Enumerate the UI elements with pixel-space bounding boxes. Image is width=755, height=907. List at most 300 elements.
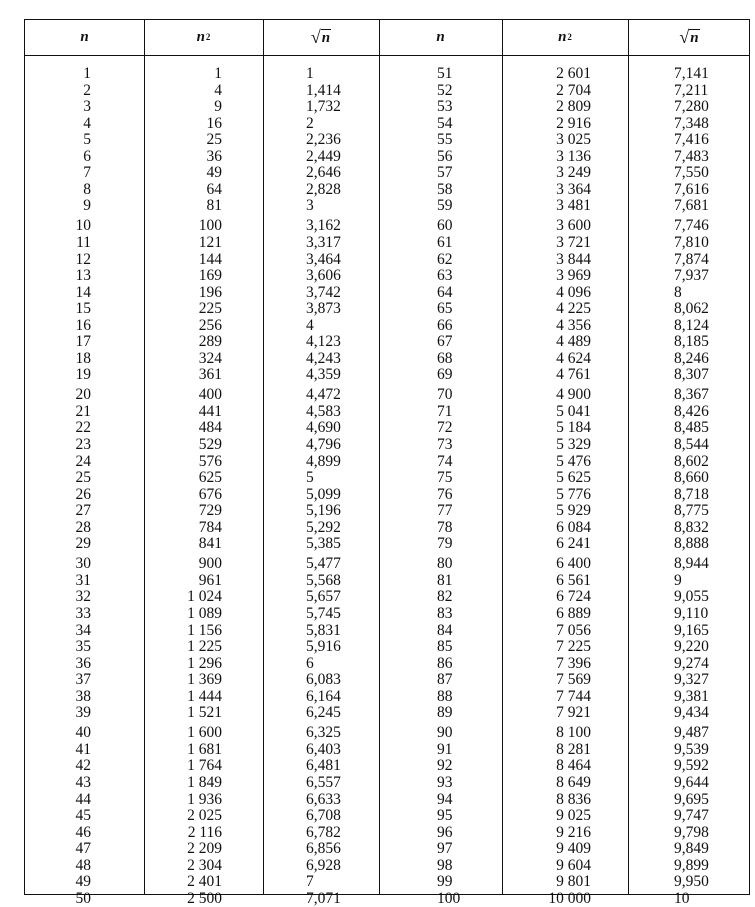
table-cell: 25: [75, 469, 91, 487]
table-cell: 7,874: [674, 250, 709, 268]
table-cell: 121: [198, 233, 222, 251]
table-cell: 9,381: [674, 687, 709, 705]
table-cell: 89: [437, 704, 453, 722]
table-cell: 81: [206, 197, 222, 215]
table-cell: 39: [75, 704, 91, 722]
table-cell: 9,110: [674, 605, 709, 622]
table-cell: 59: [437, 197, 453, 215]
table-cell: 1 521: [187, 704, 222, 722]
table-cell: 2 916: [556, 114, 591, 132]
table-cell: 529: [198, 436, 222, 454]
table-cell: 64: [437, 283, 453, 301]
table-cell: 9,487: [674, 724, 709, 742]
table-cell: 41: [75, 740, 91, 758]
table-cell: 7,483: [674, 147, 709, 165]
table-cell: 8,485: [674, 419, 709, 437]
table-cell: 7,348: [674, 114, 709, 132]
table-cell: 7,550: [674, 164, 709, 182]
table-cell: 8,832: [674, 518, 709, 536]
table-cell: 441: [198, 402, 222, 420]
table-cell: 95: [437, 807, 453, 825]
table-cell: 81: [437, 571, 453, 589]
table-cell: 6,782: [306, 823, 341, 841]
table-cell: 19: [75, 366, 91, 384]
table-cell: 576: [198, 452, 222, 470]
table-cell: 5,745: [306, 605, 341, 622]
table-cell: 2,449: [306, 147, 341, 165]
table-cell: 256: [198, 316, 222, 334]
table-cell: 28: [75, 518, 91, 536]
table-cell: 3 481: [556, 197, 591, 215]
table-cell: 6,708: [306, 807, 341, 825]
table-cell: 1 156: [187, 621, 222, 639]
table-cell: 3,606: [306, 267, 341, 285]
table-cell: 9,220: [674, 638, 709, 656]
table-cell: 324: [198, 349, 222, 367]
table-cell: 7,746: [674, 217, 709, 235]
table-cell: 3 136: [556, 147, 591, 165]
table-cell: 961: [198, 571, 222, 589]
table-cell: 9,849: [674, 840, 709, 858]
table-cell: 169: [198, 267, 222, 285]
table-cell: 21: [75, 402, 91, 420]
table-cell: 51: [437, 65, 453, 82]
column-n-right: [437, 66, 497, 907]
table-cell: 6,325: [306, 724, 341, 742]
table-cell: 5: [306, 469, 314, 487]
table-cell: 3,464: [306, 250, 341, 268]
table-cell: 9,644: [674, 773, 709, 791]
table-cell: 4: [83, 114, 91, 132]
table-cell: 73: [437, 436, 453, 454]
table-cell: 289: [198, 333, 222, 351]
table-cell: 47: [75, 840, 91, 858]
table-cell: 91: [437, 740, 453, 758]
header-n-squared-right: n $^2$: [558, 29, 572, 45]
table-cell: 8,775: [674, 502, 709, 520]
table-cell: 3 025: [556, 131, 591, 149]
table-cell: 16: [206, 114, 222, 132]
table-cell: 9 409: [556, 840, 591, 858]
header-sqrt-right: √ n: [679, 27, 699, 47]
table-cell: 6 724: [556, 588, 591, 606]
table-cell: 8 649: [556, 773, 591, 791]
table-cell: 6,164: [306, 687, 341, 705]
table-cell: 1 936: [187, 790, 222, 808]
table-cell: 1,732: [306, 98, 341, 116]
table-cell: 841: [198, 535, 222, 553]
table-cell: 3,162: [306, 217, 341, 235]
table-cell: 9,055: [674, 588, 709, 606]
table-cell: 64: [206, 180, 222, 198]
table-cell: 85: [437, 638, 453, 656]
table-cell: 10 000: [548, 889, 591, 907]
table-cell: 6 561: [556, 571, 591, 589]
table-cell: 66: [437, 316, 453, 334]
table-cell: 2 601: [556, 65, 591, 82]
table-cell: 8,544: [674, 436, 709, 454]
table-cell: 16: [75, 316, 91, 334]
table-cell: 68: [437, 349, 453, 367]
table-cell: 80: [437, 555, 453, 573]
table-cell: 8 281: [556, 740, 591, 758]
table-cell: 7 396: [556, 654, 591, 672]
table-cell: 32: [75, 588, 91, 606]
table-cell: 9,950: [674, 873, 709, 891]
table-cell: 8,307: [674, 366, 709, 384]
table-cell: 9,592: [674, 757, 709, 775]
table-cell: 3 721: [556, 233, 591, 251]
table-cell: 1 024: [187, 588, 222, 606]
table-cell: 900: [198, 555, 222, 573]
table-cell: 6 400: [556, 555, 591, 573]
header-rule: [25, 55, 749, 56]
table-cell: 2 116: [187, 823, 222, 841]
table-cell: 9,798: [674, 823, 709, 841]
table-cell: 9 216: [556, 823, 591, 841]
table-cell: 2,236: [306, 131, 341, 149]
table-cell: 82: [437, 588, 453, 606]
table-cell: 7: [306, 873, 314, 891]
table-cell: 23: [75, 436, 91, 454]
squares-roots-table: [24, 19, 750, 907]
table-cell: 1,414: [306, 81, 341, 99]
table-cell: 40: [75, 724, 91, 742]
column-sqrt-left: [306, 66, 376, 907]
table-cell: 69: [437, 366, 453, 384]
table-cell: 77: [437, 502, 453, 520]
table-cell: 1 369: [187, 671, 222, 689]
table-cell: 1 296: [187, 654, 222, 672]
table-cell: 97: [437, 840, 453, 858]
table-cell: 10: [75, 217, 91, 235]
table-cell: 6 241: [556, 535, 591, 553]
table-cell: 9 801: [556, 873, 591, 891]
table-cell: 61: [437, 233, 453, 251]
table-cell: 7,681: [674, 197, 709, 215]
table-cell: 2,828: [306, 180, 341, 198]
table-cell: 4,583: [306, 402, 341, 420]
column-sqrt-right: [674, 66, 744, 907]
table-cell: 4,359: [306, 366, 341, 384]
table-cell: 1 089: [187, 605, 222, 622]
table-cell: 8: [674, 283, 682, 301]
table-cell: 8,944: [674, 555, 709, 573]
table-cell: 2 704: [556, 81, 591, 99]
table-cell: 9,539: [674, 740, 709, 758]
header-n-left: n: [80, 29, 89, 45]
table-cell: 3 249: [556, 164, 591, 182]
table-cell: 8,246: [674, 349, 709, 367]
table-cell: 8,888: [674, 535, 709, 553]
table-cell: 20: [75, 386, 91, 404]
table-cell: 4,243: [306, 349, 341, 367]
table-cell: 60: [437, 217, 453, 235]
table-cell: 7,280: [674, 98, 709, 116]
table-cell: 34: [75, 621, 91, 639]
table-cell: 98: [437, 856, 453, 874]
table-cell: 784: [198, 518, 222, 536]
table-cell: 43: [75, 773, 91, 791]
table-cell: 4,899: [306, 452, 341, 470]
table-cell: 7,141: [674, 65, 709, 82]
table-cell: 196: [198, 283, 222, 301]
table-cell: 55: [437, 131, 453, 149]
table-cell: 1 444: [187, 687, 222, 705]
table-cell: 2,646: [306, 164, 341, 182]
table-cell: 27: [75, 502, 91, 520]
table-cell: 15: [75, 300, 91, 318]
table-cell: 31: [75, 571, 91, 589]
table-cell: 86: [437, 654, 453, 672]
table-cell: 3 969: [556, 267, 591, 285]
table-cell: 4: [306, 316, 314, 334]
table-cell: 7 225: [556, 638, 591, 656]
table-cell: 7 569: [556, 671, 591, 689]
table-cell: 83: [437, 605, 453, 622]
table-cell: 88: [437, 687, 453, 705]
table-cell: 8,185: [674, 333, 709, 351]
table-cell: 22: [75, 419, 91, 437]
table-cell: 57: [437, 164, 453, 182]
table-cell: 58: [437, 180, 453, 198]
table-cell: 5,831: [306, 621, 341, 639]
table-cell: 26: [75, 485, 91, 503]
table-cell: 1 764: [187, 757, 222, 775]
table-cell: 84: [437, 621, 453, 639]
table-cell: 5 625: [556, 469, 591, 487]
table-cell: 71: [437, 402, 453, 420]
table-cell: 50: [75, 889, 91, 907]
table-cell: 8 464: [556, 757, 591, 775]
header-n-squared-left: n $^2$: [196, 29, 211, 45]
table-cell: 100: [198, 217, 222, 235]
column-divider: [263, 20, 264, 894]
table-cell: 4 489: [556, 333, 591, 351]
table-cell: 6,403: [306, 740, 341, 758]
table-cell: 1: [214, 65, 222, 82]
table-cell: 37: [75, 671, 91, 689]
table-cell: 4,123: [306, 333, 341, 351]
table-cell: 42: [75, 757, 91, 775]
table-cell: 76: [437, 485, 453, 503]
table-cell: 3 364: [556, 180, 591, 198]
table-cell: 7,416: [674, 131, 709, 149]
table-cell: 676: [198, 485, 222, 503]
table-cell: 625: [198, 469, 222, 487]
table-cell: 9,899: [674, 856, 709, 874]
table-cell: 96: [437, 823, 453, 841]
table-cell: 9,274: [674, 654, 709, 672]
table-cell: 6,083: [306, 671, 341, 689]
table-cell: 9: [214, 98, 222, 116]
table-cell: 1 600: [187, 724, 222, 742]
table-cell: 400: [198, 386, 222, 404]
table-cell: 99: [437, 873, 453, 891]
table-cell: 52: [437, 81, 453, 99]
table-cell: 36: [206, 147, 222, 165]
table-cell: 9: [83, 197, 91, 215]
table-cell: 2 500: [187, 889, 222, 907]
table-cell: 1 225: [187, 638, 222, 656]
table-cell: 5,099: [306, 485, 341, 503]
table-cell: 6: [306, 654, 314, 672]
table-cell: 3,873: [306, 300, 341, 318]
table-cell: 4,796: [306, 436, 341, 454]
table-cell: 65: [437, 300, 453, 318]
table-cell: 74: [437, 452, 453, 470]
table-cell: 7 921: [556, 704, 591, 722]
table-cell: 5,568: [306, 571, 341, 589]
table-cell: 7,211: [674, 81, 709, 99]
table-cell: 25: [206, 131, 222, 149]
table-cell: 5,385: [306, 535, 341, 553]
table-cell: 9,434: [674, 704, 709, 722]
table-cell: 62: [437, 250, 453, 268]
table-cell: 35: [75, 638, 91, 656]
table-cell: 36: [75, 654, 91, 672]
table-cell: 3 844: [556, 250, 591, 268]
table-cell: 5 476: [556, 452, 591, 470]
table-cell: 8 836: [556, 790, 591, 808]
table-cell: 4 624: [556, 349, 591, 367]
table-cell: 4,690: [306, 419, 341, 437]
table-cell: 100: [437, 889, 461, 907]
table-cell: 1: [83, 65, 91, 82]
table-cell: 9: [674, 571, 682, 589]
header-n-right: n: [436, 29, 445, 45]
table-cell: 9,695: [674, 790, 709, 808]
table-cell: 13: [75, 267, 91, 285]
table-cell: 18: [75, 349, 91, 367]
table-cell: 3,742: [306, 283, 341, 301]
table-cell: 9 604: [556, 856, 591, 874]
table-cell: 8,367: [674, 386, 709, 404]
table-cell: 75: [437, 469, 453, 487]
table-cell: 8,602: [674, 452, 709, 470]
table-cell: 361: [198, 366, 222, 384]
column-n-left: [25, 66, 91, 907]
table-cell: 2 304: [187, 856, 222, 874]
table-cell: 94: [437, 790, 453, 808]
table-cell: 144: [198, 250, 222, 268]
table-cell: 3 600: [556, 217, 591, 235]
table-cell: 33: [75, 605, 91, 622]
table-cell: 8,718: [674, 485, 709, 503]
table-cell: 6,928: [306, 856, 341, 874]
table-cell: 7 744: [556, 687, 591, 705]
table-cell: 5,477: [306, 555, 341, 573]
table-cell: 10: [674, 889, 690, 907]
column-n-squared-right: [502, 66, 591, 907]
table-cell: 7,810: [674, 233, 709, 251]
table-cell: 5 041: [556, 402, 591, 420]
table-cell: 2 401: [187, 873, 222, 891]
table-cell: 49: [206, 164, 222, 182]
table-cell: 38: [75, 687, 91, 705]
table-cell: 29: [75, 535, 91, 553]
table-cell: 6,856: [306, 840, 341, 858]
table-cell: 9 025: [556, 807, 591, 825]
table-cell: 6 084: [556, 518, 591, 536]
table-cell: 44: [75, 790, 91, 808]
table-cell: 8 100: [556, 724, 591, 742]
table-cell: 7,071: [306, 889, 341, 907]
table-cell: 56: [437, 147, 453, 165]
table-cell: 17: [75, 333, 91, 351]
table-cell: 6,633: [306, 790, 341, 808]
table-cell: 4 225: [556, 300, 591, 318]
table-cell: 48: [75, 856, 91, 874]
table-cell: 5 776: [556, 485, 591, 503]
table-cell: 9,327: [674, 671, 709, 689]
header-sqrt-left: √ n: [310, 27, 331, 47]
table-cell: 9,165: [674, 621, 709, 639]
table-cell: 5 329: [556, 436, 591, 454]
table-cell: 5 929: [556, 502, 591, 520]
table-cell: 5,916: [306, 638, 341, 656]
table-cell: 2: [306, 114, 314, 132]
table-cell: 90: [437, 724, 453, 742]
table-cell: 70: [437, 386, 453, 404]
table-cell: 4 900: [556, 386, 591, 404]
table-cell: 8,124: [674, 316, 709, 334]
table-cell: 8,062: [674, 300, 709, 318]
table-cell: 1 681: [187, 740, 222, 758]
table-cell: 8,426: [674, 402, 709, 420]
table-cell: 72: [437, 419, 453, 437]
table-cell: 8,660: [674, 469, 709, 487]
table-cell: 5: [83, 131, 91, 149]
table-cell: 49: [75, 873, 91, 891]
table-cell: 5 184: [556, 419, 591, 437]
table-cell: 45: [75, 807, 91, 825]
table-cell: 14: [75, 283, 91, 301]
table-cell: 6,557: [306, 773, 341, 791]
table-cell: 5,292: [306, 518, 341, 536]
table-cell: 93: [437, 773, 453, 791]
table-cell: 24: [75, 452, 91, 470]
table-cell: 54: [437, 114, 453, 132]
table-cell: 4 096: [556, 283, 591, 301]
table-cell: 7,616: [674, 180, 709, 198]
table-cell: 484: [198, 419, 222, 437]
table-cell: 5,657: [306, 588, 341, 606]
table-cell: 67: [437, 333, 453, 351]
table-cell: 6 889: [556, 605, 591, 622]
table-cell: 79: [437, 535, 453, 553]
table-cell: 92: [437, 757, 453, 775]
table-cell: 729: [198, 502, 222, 520]
table-cell: 3,317: [306, 233, 341, 251]
table-cell: 5,196: [306, 502, 341, 520]
table-cell: 3: [306, 197, 314, 215]
table-cell: 11: [76, 233, 91, 251]
table-cell: 63: [437, 267, 453, 285]
table-cell: 2 209: [187, 840, 222, 858]
table-cell: 1: [306, 65, 314, 82]
table-cell: 30: [75, 555, 91, 573]
column-divider: [628, 20, 629, 894]
table-cell: 6,245: [306, 704, 341, 722]
table-cell: 2 809: [556, 98, 591, 116]
table-cell: 225: [198, 300, 222, 318]
table-cell: 2: [83, 81, 91, 99]
table-cell: 12: [75, 250, 91, 268]
table-cell: 46: [75, 823, 91, 841]
table-cell: 2 025: [187, 807, 222, 825]
column-divider: [379, 20, 380, 894]
